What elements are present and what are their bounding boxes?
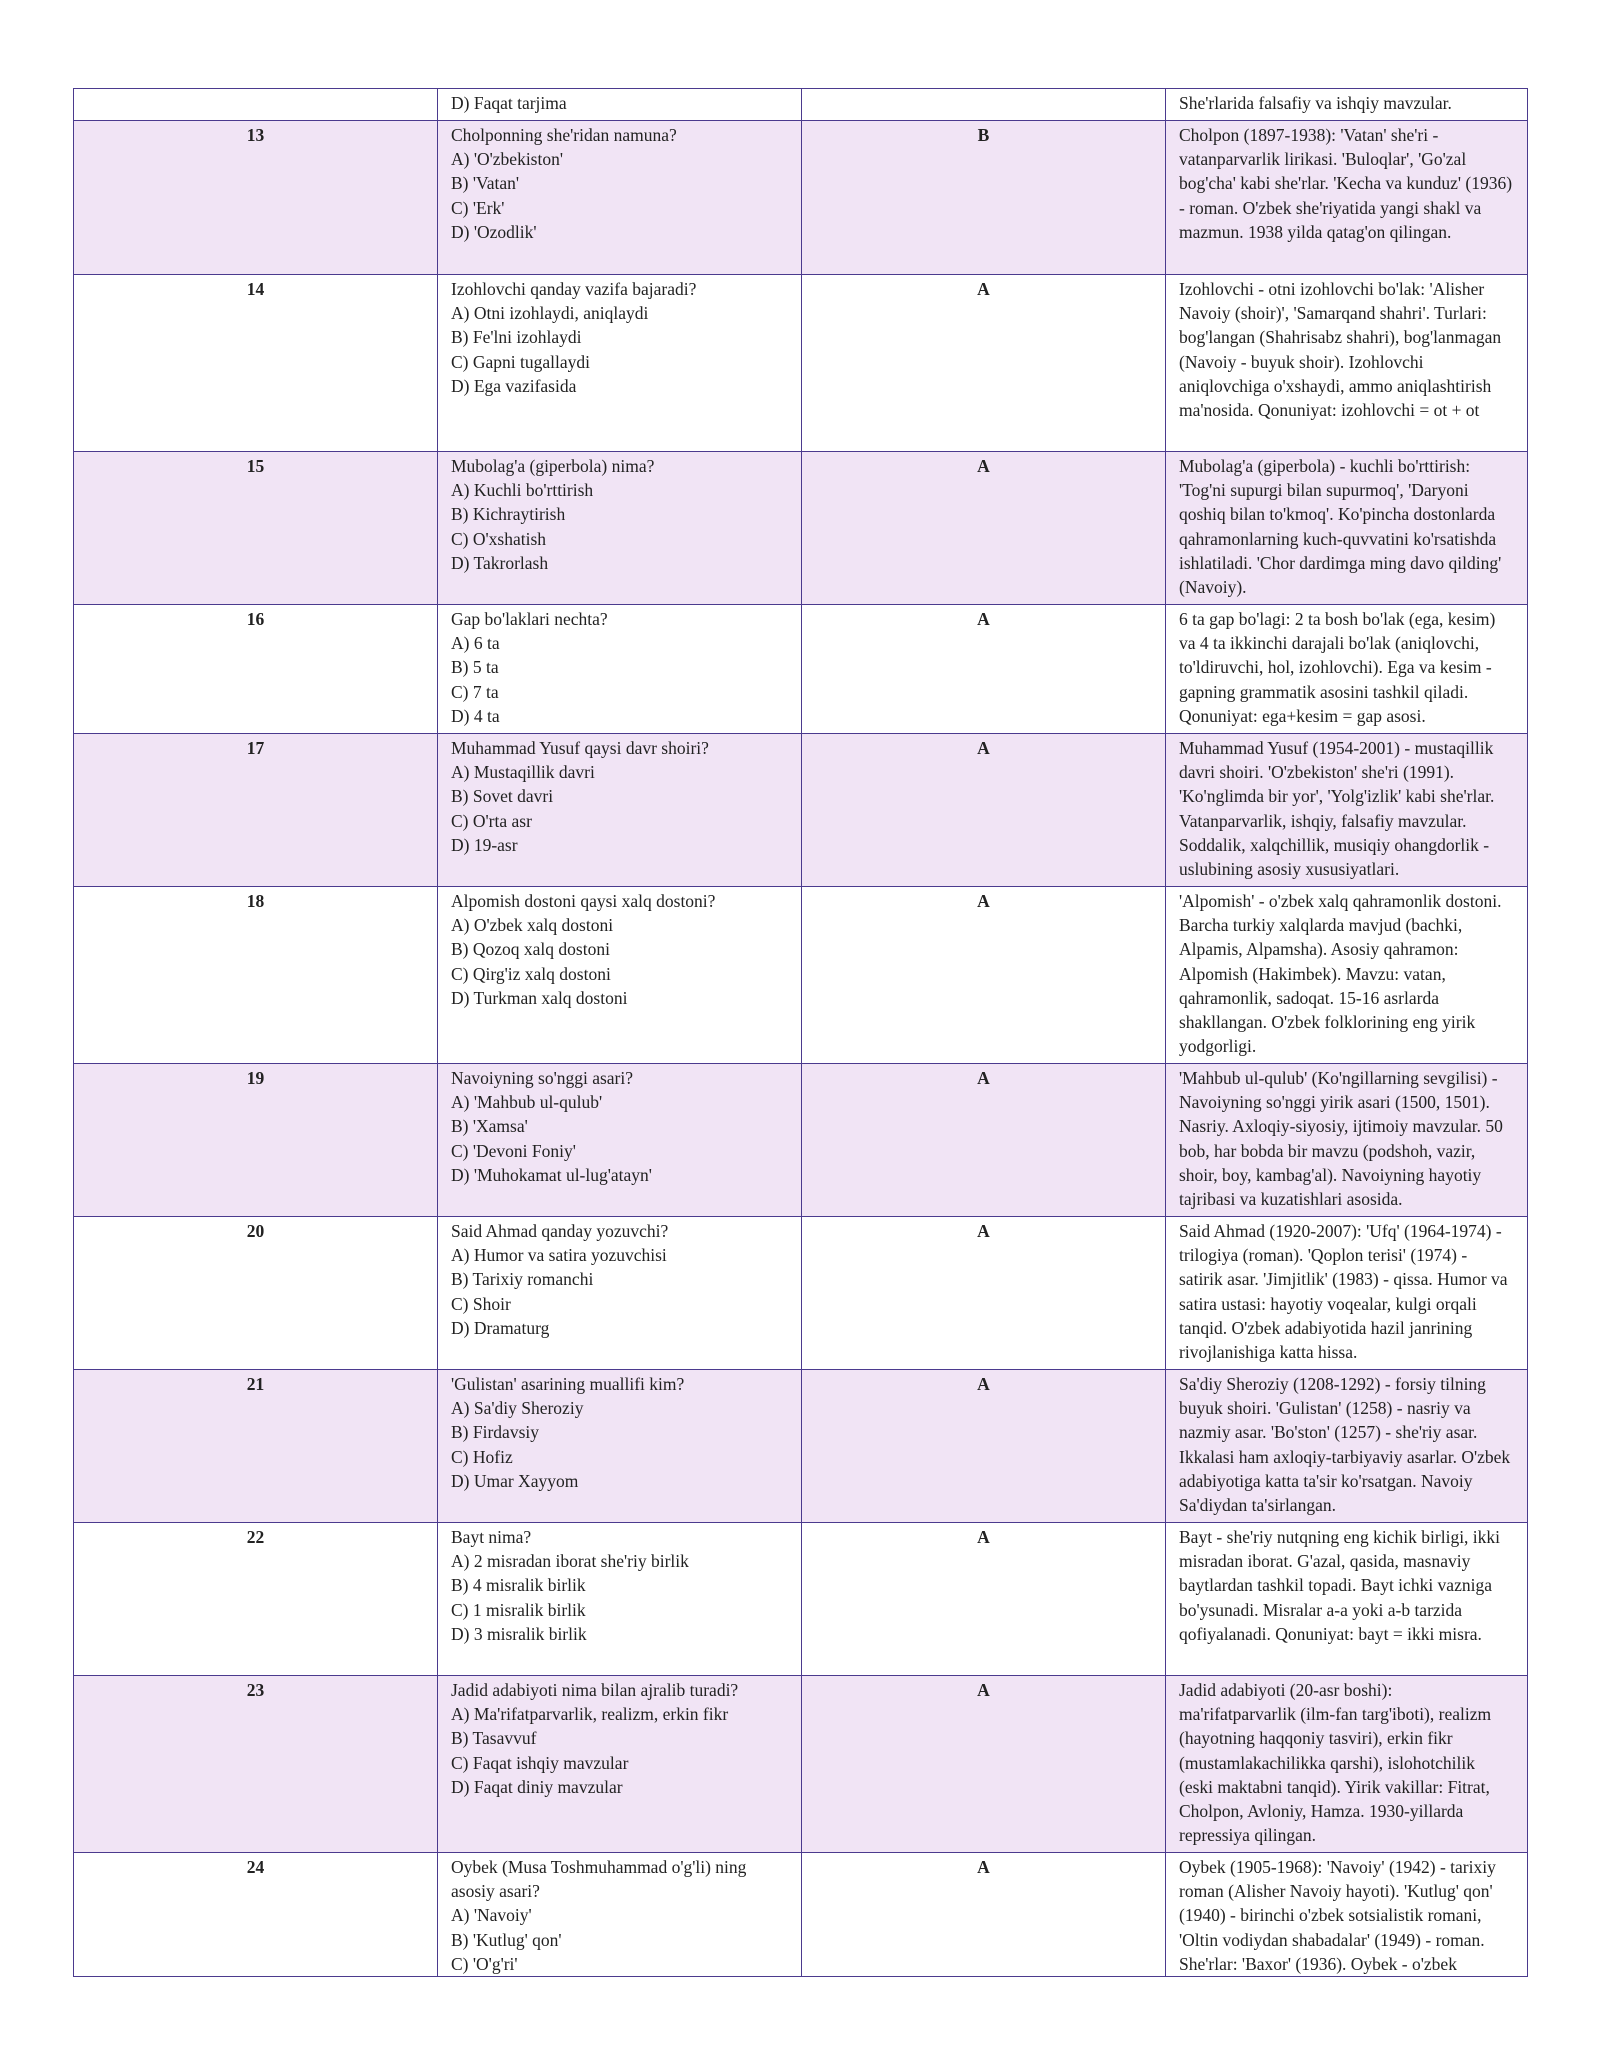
correct-answer: A (802, 275, 1166, 452)
question-text: Cholponning she'ridan namuna? (451, 125, 677, 145)
correct-answer: B (802, 121, 1166, 275)
answer-option: B) Kichraytirish (451, 504, 566, 525)
question-cell (438, 1676, 802, 1853)
questions-table-body (74, 89, 1528, 1977)
explanation-text: Said Ahmad (1920-2007): 'Ufq' (1964-1974) - trilogiya (roman). 'Qoplon terisi' (1974) - satirik asar. 'Jimjitlik' (1983) - qissa. Humor va satira ustasi: hayotiy voqealar, kulgi orqali tanqid. O'zbek adabiyotida hazil janrining rivojlanishiga katta hissa. (1179, 1221, 1508, 1363)
explanation-cell (1166, 121, 1528, 275)
explanation-text: Mubolag'a (giperbola) - kuchli bo'rttirish: 'Tog'ni supurgi bilan supurmoq', 'Daryoni qoshiq bilan to'kmoq'. Ko'pincha dostonlarda qahramonlarning kuch-quvvatini ko'rsatishda ishlatiladi. 'Chor dardimga ming davo qilding' (Navoiy). (1179, 456, 1502, 598)
answer-option: C) Hofiz (451, 1446, 513, 1467)
explanation-text: Oybek (1905-1968): 'Navoiy' (1942) - tarixiy roman (Alisher Navoiy hayoti). 'Kutlug' qon' (1940) - birinchi o'zbek sotsialistik romani, 'Oltin vodiydan shabadalar' (1949) - roman. She'rlar: 'Baxor' (1936). Oybek - o'zbek (1179, 1857, 1496, 1974)
question-number: 17 (74, 734, 438, 887)
question-number: 19 (74, 1064, 438, 1217)
answer-option: A) 2 misradan iborat she'riy birlik (451, 1551, 689, 1572)
table-row (74, 605, 1528, 734)
table-row (74, 1676, 1528, 1853)
question-number: 13 (74, 121, 438, 275)
answer-option: D) Umar Xayyom (451, 1470, 579, 1491)
answer-option: C) 'Erk' (451, 197, 505, 218)
answer-option: C) Faqat ishqiy mavzular (451, 1752, 629, 1773)
explanation-cell (1166, 1523, 1528, 1676)
correct-answer: A (802, 1370, 1166, 1523)
table-row (74, 1217, 1528, 1370)
answer-option: D) Ega vazifasida (451, 375, 577, 396)
question-text: Jadid adabiyoti nima bilan ajralib turadi? (451, 1680, 739, 1700)
table-row (74, 1370, 1528, 1523)
explanation-text: Cholpon (1897-1938): 'Vatan' she'ri - vatanparvarlik lirikasi. 'Buloqlar', 'Go'zal bog'cha' kabi she'rlar. 'Kecha va kunduz' (1936) - roman. O'zbek she'riyatida yangi shakl va mazmun. 1938 yilda qatag'on qilingan. (1179, 125, 1513, 242)
answer-option: A) 'Navoiy' (451, 1905, 532, 1926)
answer-option: A) 'Mahbub ul-qulub' (451, 1092, 603, 1113)
explanation-text: She'rlarida falsafiy va ishqiy mavzular. (1179, 93, 1452, 113)
question-text: Navoiyning so'nggi asari? (451, 1068, 634, 1088)
explanation-cell (1166, 89, 1528, 121)
question-cell (438, 1370, 802, 1523)
correct-answer: A (802, 1676, 1166, 1853)
explanation-cell (1166, 887, 1528, 1064)
table-row (74, 1853, 1528, 1977)
explanation-cell (1166, 1217, 1528, 1370)
question-line: D) Faqat tarjima (451, 93, 567, 113)
question-text: Gap bo'laklari nechta? (451, 609, 608, 629)
question-text: 'Gulistan' asarining muallifi kim? (451, 1374, 685, 1394)
table-row (74, 734, 1528, 887)
correct-answer: A (802, 1217, 1166, 1370)
explanation-text: Bayt - she'riy nutqning eng kichik birligi, ikki misradan iborat. G'azal, qasida, masnaviy baytlardan tashkil topadi. Bayt ichki vazniga bo'ysunadi. Misralar a-a yoki a-b tarzida qofiyalanadi. Qonuniyat: bayt = ikki misra. (1179, 1527, 1501, 1644)
explanation-cell (1166, 275, 1528, 452)
answer-option: D) Turkman xalq dostoni (451, 987, 628, 1008)
question-cell (438, 89, 802, 121)
question-text: Oybek (Musa Toshmuhammad o'g'li) ning asosiy asari? (451, 1857, 747, 1902)
answer-option: C) O'xshatish (451, 528, 547, 549)
question-number: 21 (74, 1370, 438, 1523)
explanation-text: 'Alpomish' - o'zbek xalq qahramonlik dostoni. Barcha turkiy xalqlarda mavjud (bachki, Alpamis, Alpamsha). Asosiy qahramon: Alpomish (Hakimbek). Mavzu: vatan, qahramonlik, sadoqat. 15-16 asrlarda shakllangan. O'zbek folklorining eng yirik yodgorligi. (1179, 891, 1502, 1057)
question-text: Alpomish dostoni qaysi xalq dostoni? (451, 891, 716, 911)
answer-option: B) Firdavsiy (451, 1422, 539, 1443)
explanation-text: 6 ta gap bo'lagi: 2 ta bosh bo'lak (ega, kesim) va 4 ta ikkinchi darajali bo'lak (aniqlovchi, to'ldiruvchi, hol, izohlovchi). Ega va kesim - gapning grammatik asosini tashkil qiladi. Qonuniyat: ega+kesim = gap asosi. (1179, 609, 1496, 726)
answer-option: C) 'O'g'ri' (451, 1953, 518, 1974)
answer-option: D) Faqat diniy mavzular (451, 1776, 623, 1797)
question-cell (438, 1217, 802, 1370)
answer-option: D) 'Muhokamat ul-lug'atayn' (451, 1164, 652, 1185)
explanation-text: Izohlovchi - otni izohlovchi bo'lak: 'Alisher Navoiy (shoir)', 'Samarqand shahri'. Turlari: bog'langan (Shahrisabz shahri), bog'lanmagan (Navoiy - buyuk shoir). Izohlovchi aniqlovchiga o'xshaydi, ammo aniqlashtirish ma'nosida. Qonuniyat: izohlovchi = ot + ot (1179, 279, 1502, 421)
explanation-cell (1166, 1370, 1528, 1523)
answer-option: C) O'rta asr (451, 810, 532, 831)
question-number: 20 (74, 1217, 438, 1370)
answer-option: D) 4 ta (451, 705, 500, 726)
correct-answer: A (802, 452, 1166, 605)
answer-option: A) 'O'zbekiston' (451, 149, 564, 170)
correct-answer: A (802, 605, 1166, 734)
explanation-cell (1166, 1853, 1528, 1977)
question-text: Bayt nima? (451, 1527, 532, 1547)
question-number: 24 (74, 1853, 438, 1977)
explanation-text: Sa'diy Sheroziy (1208-1292) - forsiy tilning buyuk shoiri. 'Gulistan' (1258) - nasriy va nazmiy asar. 'Bo'ston' (1257) - she'riy asar. Ikkalasi ham axloqiy-tarbiyaviy asarlar. O'zbek adabiyotiga katta ta'sir ko'rsatgan. Navoiy Sa'diydan ta'sirlangan. (1179, 1374, 1511, 1516)
answer-option: D) Dramaturg (451, 1317, 550, 1338)
answer-option: B) 5 ta (451, 657, 499, 678)
question-number: 16 (74, 605, 438, 734)
answer-option: D) 3 misralik birlik (451, 1623, 587, 1644)
answer-option: A) Kuchli bo'rttirish (451, 480, 594, 501)
question-cell (438, 887, 802, 1064)
question-cell (438, 121, 802, 275)
explanation-text: Jadid adabiyoti (20-asr boshi): ma'rifatparvarlik (ilm-fan targ'iboti), realizm (hayotning haqqoniy tasviri), erkin fikr (mustamlakachilikka qarshi), islohotchilik (eski maktabni tanqid). Yirik vakillar: Fitrat, Cholpon, Avloniy, Hamza. 1930-yillarda repressiya qilingan. (1179, 1680, 1492, 1846)
question-cell (438, 452, 802, 605)
answer-option: A) Mustaqillik davri (451, 762, 595, 783)
question-text: Muhammad Yusuf qaysi davr shoiri? (451, 738, 709, 758)
table-row (74, 452, 1528, 605)
answer-option: A) 6 ta (451, 633, 500, 654)
question-number: 15 (74, 452, 438, 605)
answer-option: C) Qirg'iz xalq dostoni (451, 963, 611, 984)
table-row-continued (74, 89, 1528, 121)
answer-option: B) 'Xamsa' (451, 1116, 528, 1137)
table-row (74, 1523, 1528, 1676)
explanation-cell (1166, 734, 1528, 887)
answer-option: A) Sa'diy Sheroziy (451, 1398, 584, 1419)
answer-option: B) Qozoq xalq dostoni (451, 939, 610, 960)
answer-option: C) 7 ta (451, 681, 499, 702)
correct-answer: A (802, 1064, 1166, 1217)
answer-option: A) Humor va satira yozuvchisi (451, 1245, 667, 1266)
question-number: 14 (74, 275, 438, 452)
answer-option: B) 'Kutlug' qon' (451, 1929, 562, 1950)
question-number: 18 (74, 887, 438, 1064)
table-row (74, 275, 1528, 452)
answer-option: A) O'zbek xalq dostoni (451, 915, 614, 936)
question-cell (438, 734, 802, 887)
questions-table (73, 88, 1528, 1977)
correct-answer: A (802, 734, 1166, 887)
table-row (74, 887, 1528, 1064)
correct-answer: A (802, 1523, 1166, 1676)
answer-option: C) Shoir (451, 1293, 511, 1314)
explanation-cell (1166, 1676, 1528, 1853)
answer-option: C) Gapni tugallaydi (451, 351, 591, 372)
explanation-cell (1166, 452, 1528, 605)
explanation-text: Muhammad Yusuf (1954-2001) - mustaqillik davri shoiri. 'O'zbekiston' she'ri (1991). 'Ko'nglimda bir yor', 'Yolg'izlik' kabi she'rlar. Vatanparvarlik, ishqiy, falsafiy mavzular. Soddalik, xalqchillik, musiqiy ohangdorlik - uslubining asosiy xususiyatlari. (1179, 738, 1495, 880)
question-text: Mubolag'a (giperbola) nima? (451, 456, 655, 476)
correct-answer: A (802, 1853, 1166, 1977)
question-number: 22 (74, 1523, 438, 1676)
question-cell (438, 1064, 802, 1217)
question-number: 23 (74, 1676, 438, 1853)
correct-answer: A (802, 887, 1166, 1064)
answer-option: B) Sovet davri (451, 786, 554, 807)
question-cell (438, 275, 802, 452)
answer-option: C) 1 misralik birlik (451, 1599, 586, 1620)
answer-option: B) Fe'lni izohlaydi (451, 327, 582, 348)
question-text: Izohlovchi qanday vazifa bajaradi? (451, 279, 697, 299)
answer-option: D) 19-asr (451, 834, 518, 855)
answer-option: B) 'Vatan' (451, 173, 520, 194)
table-row (74, 1064, 1528, 1217)
explanation-cell (1166, 1064, 1528, 1217)
answer-option: A) Ma'rifatparvarlik, realizm, erkin fikr (451, 1704, 729, 1725)
answer-option: D) 'Ozodlik' (451, 221, 537, 242)
answer-option: A) Otni izohlaydi, aniqlaydi (451, 303, 649, 324)
answer-option: C) 'Devoni Foniy' (451, 1140, 576, 1161)
table-row (74, 121, 1528, 275)
number-cell (74, 89, 438, 121)
question-cell (438, 605, 802, 734)
answer-option: B) Tarixiy romanchi (451, 1269, 594, 1290)
explanation-text: 'Mahbub ul-qulub' (Ko'ngillarning sevgilisi) - Navoiyning so'nggi yirik asari (1500, 1501). Nasriy. Axloqiy-siyosiy, ijtimoiy mavzular. 50 bob, har bobda bir mavzu (podshoh, vazir, shoir, boy, kambag'al). Navoiyning hayotiy tajribasi va kuzatishlari asosida. (1179, 1068, 1503, 1210)
answer-cell (802, 89, 1166, 121)
question-cell (438, 1523, 802, 1676)
answer-option: B) Tasavvuf (451, 1728, 537, 1749)
explanation-cell (1166, 605, 1528, 734)
question-text: Said Ahmad qanday yozuvchi? (451, 1221, 669, 1241)
question-cell (438, 1853, 802, 1977)
answer-option: D) Takrorlash (451, 552, 549, 573)
answer-option: B) 4 misralik birlik (451, 1575, 586, 1596)
